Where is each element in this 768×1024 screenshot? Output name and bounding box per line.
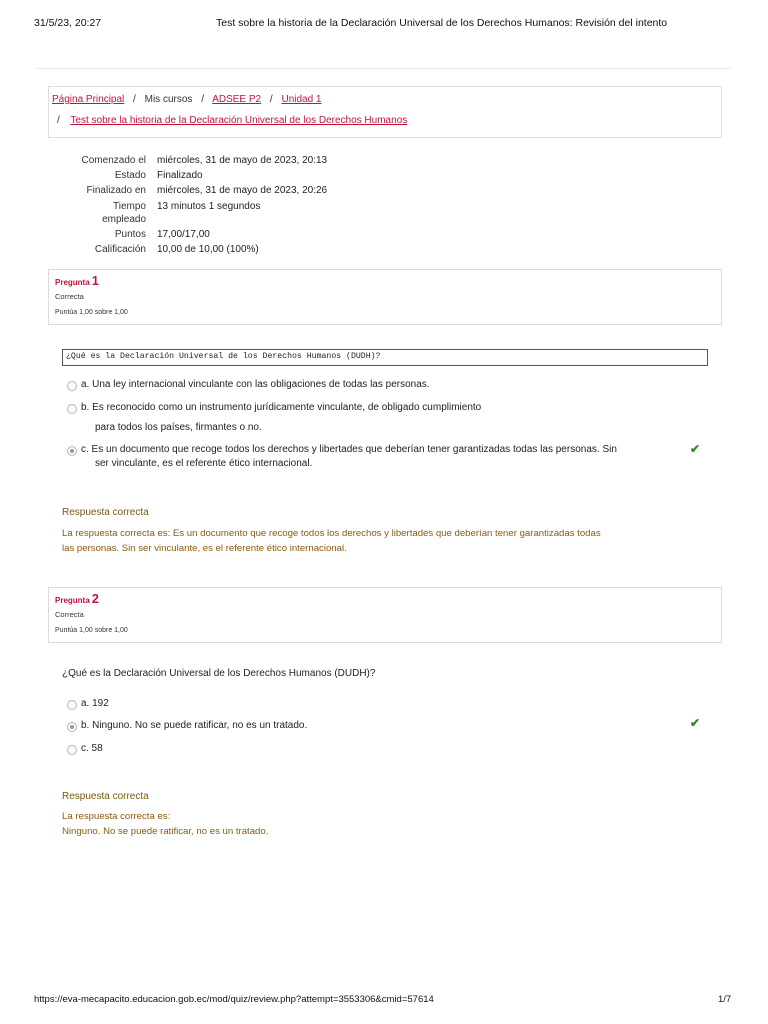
feedback-line: las personas. Sin ser vinculante, es el referente ético internacional. <box>62 543 347 554</box>
feedback-text <box>62 809 268 839</box>
option-c-cont: ser vinculante, es el referente ético internacional. <box>95 458 313 469</box>
breadcrumb-courses: Mis cursos <box>144 94 193 105</box>
question-label-text: Pregunta <box>55 278 90 287</box>
breadcrumb-sep: / <box>201 94 204 105</box>
grade-label: Calificación <box>94 244 146 255</box>
grade-value: 10,00 de 10,00 (100%) <box>157 244 259 255</box>
time-label-line2: empleado <box>102 214 146 225</box>
option-b-cont: para todos los países, firmantes o no. <box>95 422 262 433</box>
radio-icon[interactable] <box>67 745 77 755</box>
radio-icon[interactable] <box>67 381 77 391</box>
page-number: 1/7 <box>718 994 732 1005</box>
radio-icon[interactable] <box>67 722 77 732</box>
divider <box>36 68 730 69</box>
breadcrumb-unit-link[interactable]: Unidad 1 <box>281 94 322 105</box>
finished-value: miércoles, 31 de mayo de 2023, 20:26 <box>157 185 328 196</box>
time-label-line1: Tiempo <box>113 201 146 212</box>
started-label: Comenzado el <box>81 155 146 166</box>
option-a[interactable]: a. 192 <box>81 698 109 709</box>
points-label: Puntos <box>114 229 146 240</box>
breadcrumb-sep: / <box>57 115 60 126</box>
question-label-text: Pregunta <box>55 596 90 605</box>
finished-label: Finalizado en <box>86 185 146 196</box>
option-b[interactable]: b. Ninguno. No se puede ratificar, no es un tratado. <box>81 720 308 731</box>
question-info-box <box>48 587 722 643</box>
radio-icon[interactable] <box>67 700 77 710</box>
breadcrumb <box>48 86 722 138</box>
breadcrumb-course-link[interactable]: ADSEE P2 <box>212 94 262 105</box>
feedback-title: Respuesta correcta <box>62 791 149 802</box>
print-datetime: 31/5/23, 20:27 <box>34 17 102 29</box>
question-text: ¿Qué es la Declaración Universal de los Derechos Humanos (DUDH)? <box>66 352 381 361</box>
option-b[interactable]: b. Es reconocido como un instrumento jurídicamente vinculante, de obligado cumplimiento <box>81 402 482 413</box>
question-number: 1 <box>91 274 99 288</box>
question-info-box <box>48 269 722 325</box>
check-icon: ✔ <box>690 442 701 456</box>
question-state: Correcta <box>55 292 84 301</box>
question-number: 2 <box>91 592 99 606</box>
breadcrumb-sep: / <box>133 94 136 105</box>
check-icon: ✔ <box>690 716 701 730</box>
question-text: ¿Qué es la Declaración Universal de los Derechos Humanos (DUDH)? <box>62 668 376 679</box>
started-value: miércoles, 31 de mayo de 2023, 20:13 <box>157 155 328 166</box>
time-value: 13 minutos 1 segundos <box>157 201 261 212</box>
points-value: 17,00/17,00 <box>157 229 210 240</box>
print-title: Test sobre la historia de la Declaración Universal de los Derechos Humanos: Revisión del intento <box>216 17 668 29</box>
radio-icon[interactable] <box>67 404 77 414</box>
state-label: Estado <box>114 170 146 181</box>
option-c[interactable]: c. 58 <box>81 743 103 754</box>
question-text-box <box>62 349 708 366</box>
state-value: Finalizado <box>157 170 203 181</box>
feedback-line: La respuesta correcta es: <box>62 811 171 822</box>
feedback-title: Respuesta correcta <box>62 507 149 518</box>
time-label <box>48 200 146 226</box>
print-url: https://eva-mecapacito.educacion.gob.ec/mod/quiz/review.php?attempt=3553306&cmid=57614 <box>34 994 434 1005</box>
option-c[interactable]: c. Es un documento que recoge todos los derechos y libertades que deberían tener garantizadas todas las personas. Sin <box>81 444 617 455</box>
option-a[interactable]: a. Una ley internacional vinculante con las obligaciones de todas las personas. <box>81 379 430 390</box>
breadcrumb-test-link[interactable]: Test sobre la historia de la Declaración Universal de los Derechos Humanos <box>70 115 408 126</box>
feedback-text <box>62 526 601 556</box>
breadcrumb-home-link[interactable]: Página Principal <box>52 94 125 105</box>
question-label <box>55 592 99 606</box>
feedback-line: La respuesta correcta es: Es un documento que recoge todos los derechos y libertades que deberían tener garantizadas todas <box>62 528 601 539</box>
question-state: Correcta <box>55 610 84 619</box>
question-label <box>55 274 99 288</box>
feedback-line: Ninguno. No se puede ratificar, no es un tratado. <box>62 826 269 837</box>
question-grade: Puntúa 1,00 sobre 1,00 <box>55 309 128 316</box>
breadcrumb-sep: / <box>269 94 273 105</box>
radio-icon[interactable] <box>67 446 77 456</box>
question-grade: Puntúa 1,00 sobre 1,00 <box>55 627 128 634</box>
